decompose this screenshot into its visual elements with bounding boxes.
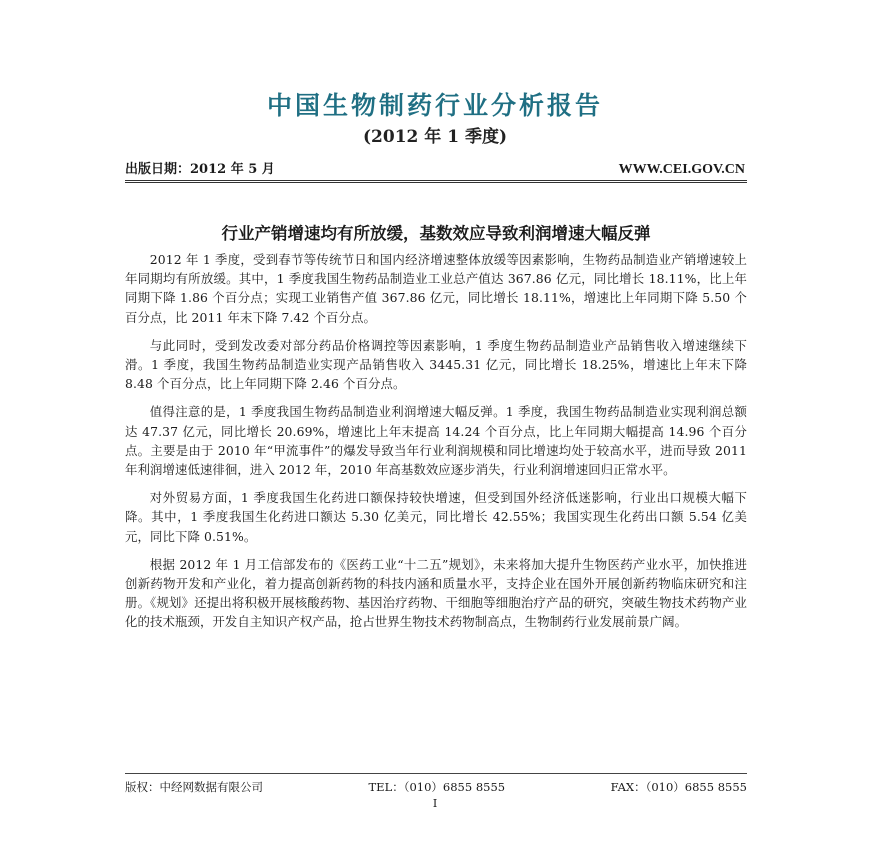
footer-divider xyxy=(125,773,747,774)
copyright-text: 版权：中经网数据有限公司 xyxy=(125,780,263,794)
report-title: 中国生物制药行业分析报告 xyxy=(266,91,603,120)
paragraph-sales: 与此同时，受到发改委对部分药品价格调控等因素影响，1 季度生物药品制造业产品销售收入增速继续下滑。1 季度，我国生物药品制造业实现产品销售收入 3445.31 亿元，同比增长 18.25%，增速比上年末下降 8.48 个百分点，比上年同期下降 2.46 个百分点。 xyxy=(125,337,747,392)
tel-text: TEL：（010）6855 8555 xyxy=(368,780,506,794)
paragraph-trade: 对外贸易方面，1 季度我国生化药进口额保持较快增速，但受到国外经济低迷影响，行业出口规模大幅下降。其中，1 季度我国生化药进口额达 5.30 亿美元，同比增长 42.55%；我国实现生化药出口额 5.54 亿美元，同比下降 0.51%。 xyxy=(125,490,747,544)
report-subtitle: (2012 年 1 季度) xyxy=(363,127,507,147)
publish-date: 出版日期：2012 年 5 月 xyxy=(125,162,275,177)
website-link[interactable]: WWW.CEI.GOV.CN xyxy=(618,162,745,177)
paragraph-production: 2012 年 1 季度，受到春节等传统节日和国内经济增速整体放缓等因素影响，生物药品制造业产销增速较上年同期均有所放缓。其中，1 季度我国生物药品制造业工业总产值达 367.86 亿元，同比增长 18.11%，比上年同期下降 1.86 个百分点；实现工业销售产值 367.86 亿元，同比增长 18.11%，增速比上年同期下降 5.50 个百分点，比 2011 年末下降 7.42 个百分点。 xyxy=(125,252,747,325)
fax-text: FAX：（010）6855 8555 xyxy=(610,780,747,794)
paragraph-policy: 根据 2012 年 1 月工信部发布的《医药工业“十二五”规划》，未来将加大提升生物医药产业水平，加快推进创新药物开发和产业化，着力提高创新药物的科技内涵和质量水平，支持企业在国外开展创新药物临床研究和注册。《规划》还提出将积极开展核酸药物、基因治疗药物、干细胞等细胞治疗产品的研究，突破生物技术药物产业化的技术瓶颈，开发自主知识产权产品，抢占世界生物技术药物制高点，生物制药行业发展前景广阔。 xyxy=(125,556,747,630)
paragraph-profit: 值得注意的是，1 季度我国生物药品制造业利润增速大幅反弹。1 季度，我国生物药品制造业实现利润总额达 47.37 亿元，同比增长 20.69%，增速比上年末提高 14.24 个百分点，比上年同期大幅提高 14.96 个百分点。主要是由于 2010 年“甲流事件”的爆发导致当年行业利润规模和同比增速均处于较高水平，进而导致 2011 年利润增速低速徘徊，进入 2012 年，2010 年高基数效应逐步消失，行业利润增速回归正常水平。 xyxy=(125,404,747,478)
header-divider xyxy=(125,180,747,183)
page-footer xyxy=(125,779,747,795)
article-body xyxy=(125,250,747,641)
report-meta xyxy=(125,158,745,178)
article-headline: 行业产销增速均有所放缓，基数效应导致利润增速大幅反弹 xyxy=(221,224,651,243)
page-number: I xyxy=(432,797,438,810)
